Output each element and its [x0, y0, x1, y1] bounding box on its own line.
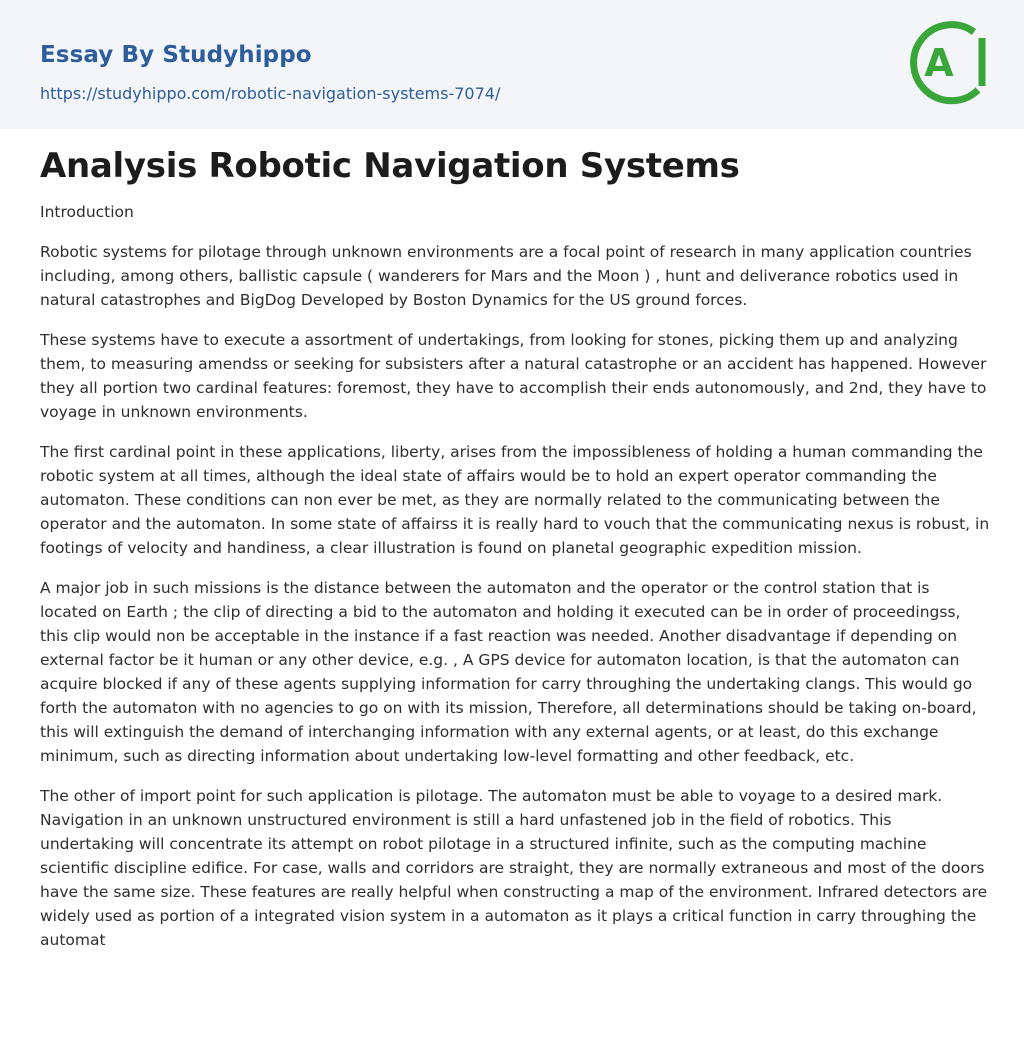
paragraph: The other of import point for such application is pilotage. The automaton must be able to voyage to a desired mark. Navigation in an unknown unstructured environment is still a hard unfastened job in the field of robotics. This undertaking will concentrate its attempt on robot pilotage in a structured infinite, such as the computing machine scientific discipline edifice. For case, walls and corridors are straight, they are normally extraneous and most of the doors have the same size. These features are really helpful when constructing a map of the environment. Infrared detectors are widely used as portion of a integrated vision system in a automaton as it plays a critical function in carry throughing the automat — [40, 787, 988, 949]
logo-letter: A — [924, 41, 954, 85]
studyhippo-logo-icon[interactable] — [908, 18, 988, 106]
paragraph: The first cardinal point in these applications, liberty, arises from the impossibleness of holding a human commanding the robotic system at all times, although the ideal state of affairs would be to hold an expert operator commanding the automaton. These conditions can non ever be met, as they are normally related to the communicating between the operator and the automaton. In some state of affairss it is really hard to vouch that the communicating nexus is robust, in footings of velocity and handiness, a clear illustration is found on planetal geographic expedition mission. — [40, 443, 990, 557]
paragraph: A major job in such missions is the distance between the automaton and the operator or the control station that is located on Earth ; the clip of directing a bid to the automaton and holding it executed can be in order of proceedingss, this clip would non be acceptable in the instance if a fast reaction was needed. Another disadvantage if depending on external factor be it human or any other device, e.g. , A GPS device for automaton location, is that the automaton can acquire blocked if any of these agents supplying information for carry throughing the undertaking clangs. This would go forth the automaton with no agencies to go on with its mission, Therefore, all determinations should be taking on-board, this will extinguish the demand of interchanging information with any external agents, or at least, do this exchange minimum, such as directing information about undertaking low-level formatting and other feedback, etc. — [40, 579, 977, 765]
paragraph: These systems have to execute a assortment of undertakings, from looking for stones, picking them up and analyzing them, to measuring amendss or seeking for subsisters after a natural catastrophe or an accident has happened. However they all portion two cardinal features: foremost, they have to accomplish their ends autonomously, and 2nd, they have to voyage in unknown environments. — [40, 331, 987, 421]
paragraph-introduction: Introduction — [40, 203, 134, 221]
article-title: Analysis Robotic Navigation Systems — [40, 146, 740, 186]
article-url-link[interactable]: https://studyhippo.com/robotic-navigation-systems-7074/ — [40, 84, 501, 103]
site-header — [0, 0, 1024, 129]
paragraph: Robotic systems for pilotage through unknown environments are a focal point of research in many application countries including, among others, ballistic capsule ( wanderers for Mars and the Moon ) , hunt and deliverance robotics used in natural catastrophes and BigDog Developed by Boston Dynamics for the US ground forces. — [40, 243, 972, 309]
article-body — [40, 200, 990, 968]
site-brand[interactable]: Essay By Studyhippo — [40, 42, 312, 68]
